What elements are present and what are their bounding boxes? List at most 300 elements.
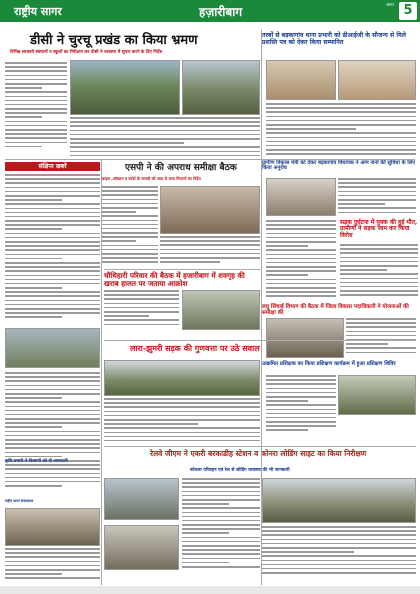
text-line (160, 253, 260, 255)
text-line (182, 499, 260, 501)
subhead-dc-visit: विभिन्न सरकारी संस्थानों व स्कूलों का निरीक्षण कर दीसी ने व्यवस्था में सुधार करने के दिए निर्देश (10, 50, 163, 55)
short-news-tag: संक्षिप्त खबरें (5, 162, 100, 171)
text-line (338, 182, 416, 184)
text-line (160, 236, 260, 238)
city-name: हज़ारीबाग (199, 4, 243, 19)
body-text (266, 375, 336, 435)
text-line (262, 551, 354, 553)
text-line (104, 427, 260, 429)
text-line (5, 295, 100, 297)
text-line (182, 524, 260, 526)
text-line (5, 79, 67, 81)
text-line (104, 290, 179, 292)
photo-training (338, 375, 416, 415)
photo-electricity (266, 318, 344, 358)
text-line (5, 397, 62, 399)
text-line (5, 304, 100, 306)
text-line (5, 195, 100, 197)
text-line (5, 300, 100, 302)
text-line (70, 130, 260, 132)
text-line (5, 199, 62, 201)
body-text (346, 318, 416, 358)
row-divider (104, 446, 416, 447)
text-line (104, 419, 260, 421)
text-line (5, 316, 62, 318)
headline-minister: ग्रामीण विकास मंत्री को देकर बड़कागांव विधायक ने आम जनों की सुविधा के लिए किया अनुरोध (262, 160, 416, 172)
text-line (266, 421, 336, 423)
text-line (340, 278, 418, 280)
text-line (262, 547, 416, 549)
byline: राष्ट्रीय सागर संवाददाता (5, 499, 34, 503)
text-line (346, 343, 388, 345)
text-line (102, 232, 158, 234)
text-line (104, 423, 198, 425)
text-line (182, 516, 260, 518)
text-line (182, 507, 260, 509)
text-line (262, 543, 416, 545)
text-line (262, 564, 416, 566)
body-text (266, 220, 336, 300)
headline-training: उत्क्रमित प्रशिक्षक का किया प्रशिक्षण कार्यक्रम में हुआ प्रशिक्षण शिविर (262, 361, 396, 367)
text-line (266, 120, 416, 122)
text-line (5, 208, 100, 210)
text-line (5, 266, 100, 268)
text-line (5, 224, 100, 226)
text-line (182, 562, 229, 564)
masthead (0, 0, 420, 22)
text-line (5, 439, 100, 441)
text-line (5, 422, 100, 424)
text-line (266, 132, 416, 134)
text-line (182, 566, 260, 568)
text-line (70, 151, 260, 153)
text-line (182, 545, 260, 547)
text-line (102, 207, 158, 209)
body-text (104, 290, 179, 330)
text-line (340, 273, 418, 275)
text-line (262, 530, 416, 532)
photo-minister (266, 178, 336, 216)
text-line (266, 295, 336, 297)
row-divider (5, 159, 415, 160)
text-line (102, 224, 158, 226)
text-line (338, 207, 416, 209)
text-line (104, 406, 260, 408)
row-divider (104, 340, 416, 341)
text-line (266, 237, 336, 239)
text-line (70, 146, 260, 148)
photo-top-right-1 (266, 60, 336, 100)
text-line (338, 178, 416, 180)
headline-railway: रेलवे जीएम ने एकरी बरकाडीह स्टेशन व कोनरा लोडिंग साइट का किया निरीक्षण (150, 449, 367, 458)
text-line (5, 258, 62, 260)
text-line (5, 372, 100, 374)
text-line (346, 318, 416, 320)
column-divider (101, 160, 102, 585)
text-line (104, 315, 149, 317)
text-line (266, 425, 336, 427)
text-line (5, 133, 67, 135)
text-line (266, 270, 336, 272)
text-line (5, 182, 100, 184)
text-line (104, 298, 179, 300)
text-line (5, 137, 67, 139)
text-line (5, 125, 67, 127)
text-line (346, 326, 416, 328)
text-line (340, 286, 418, 288)
text-line (5, 91, 67, 93)
body-text (5, 62, 67, 152)
text-line (266, 245, 308, 247)
text-line (102, 211, 136, 213)
text-line (266, 287, 336, 289)
text-line (5, 279, 100, 281)
text-line (182, 512, 260, 514)
text-line (340, 290, 418, 292)
text-line (5, 308, 100, 310)
subhead-railway: कोयला परिवहन एवं रेल से लोडिंग व्यवस्था की भी जानकारी (190, 468, 290, 473)
text-line (5, 262, 100, 264)
text-line (5, 270, 100, 272)
text-line (5, 556, 100, 558)
text-line (5, 245, 100, 247)
text-line (102, 236, 158, 238)
text-line (182, 558, 260, 560)
text-line (262, 526, 416, 528)
headline-lara-road: लारा-झुमरी सड़क की गुणवत्ता पर उठे सवाल (130, 344, 260, 353)
text-line (104, 402, 260, 404)
body-text (70, 117, 260, 159)
text-line (104, 294, 179, 296)
text-line (5, 452, 100, 454)
subhead-sp: क्राइम ,ऑक्शन व स्कोर्ट के मामलों को जल्द से जल्द निपटाने का निर्देश (102, 176, 201, 181)
text-line (266, 409, 336, 411)
footer-bar (0, 586, 420, 594)
text-line (5, 447, 100, 449)
text-line (102, 203, 158, 205)
text-line (104, 319, 179, 321)
text-line (340, 248, 418, 250)
text-line (5, 83, 67, 85)
body-text (5, 372, 100, 492)
text-line (266, 383, 336, 385)
text-line (102, 245, 158, 247)
text-line (160, 240, 260, 242)
text-line (340, 244, 418, 246)
text-line (5, 121, 67, 123)
text-line (182, 532, 229, 534)
text-line (182, 503, 229, 505)
text-line (5, 401, 100, 403)
text-line (262, 572, 416, 574)
text-line (266, 274, 308, 276)
text-line (5, 552, 100, 554)
text-line (5, 237, 100, 239)
text-line (266, 417, 336, 419)
body-text (266, 103, 416, 158)
text-line (5, 414, 100, 416)
text-line (5, 456, 62, 458)
text-line (5, 228, 62, 230)
text-line (5, 212, 100, 214)
text-line (5, 178, 100, 180)
text-line (5, 70, 67, 72)
text-line (104, 311, 179, 313)
text-line (5, 283, 100, 285)
page-number: 5 (399, 2, 417, 20)
text-line (160, 261, 220, 263)
text-line (102, 194, 158, 196)
text-line (182, 482, 260, 484)
text-line (5, 468, 100, 470)
text-line (5, 473, 100, 475)
text-line (338, 195, 416, 197)
photo-hospital (182, 290, 260, 330)
text-line (266, 396, 336, 398)
text-line (102, 186, 158, 188)
text-line (5, 241, 100, 243)
text-line (102, 199, 158, 201)
text-line (182, 537, 260, 539)
text-line (262, 568, 416, 570)
text-line (266, 375, 336, 377)
issue-date: सागर (386, 2, 394, 7)
photo-railway-3 (262, 478, 416, 523)
text-line (340, 265, 418, 267)
text-line (5, 291, 100, 293)
text-line (5, 410, 100, 412)
text-line (5, 573, 62, 575)
headline-bottom-left: कृषि प्रभारी ने किसानों को दी जानकारी (5, 459, 68, 464)
body-text (338, 178, 416, 216)
text-line (5, 431, 100, 433)
text-line (70, 155, 260, 157)
body-text (340, 244, 418, 300)
text-line (70, 121, 260, 123)
text-line (5, 385, 100, 387)
text-line (160, 244, 260, 246)
text-line (102, 261, 158, 263)
text-line (102, 257, 158, 259)
photo-top-right-2 (338, 60, 416, 100)
text-line (266, 145, 416, 147)
text-line (5, 75, 67, 77)
text-line (5, 477, 100, 479)
text-line (5, 249, 100, 251)
text-line (182, 520, 260, 522)
text-line (5, 203, 100, 205)
text-line (5, 62, 67, 64)
text-line (104, 324, 179, 326)
text-line (5, 216, 100, 218)
text-line (182, 528, 260, 530)
text-line (338, 191, 416, 193)
photo-left-column (5, 328, 100, 368)
text-line (266, 266, 336, 268)
text-line (5, 577, 100, 579)
text-line (5, 100, 67, 102)
text-line (5, 485, 62, 487)
text-line (266, 124, 416, 126)
text-line (5, 129, 67, 131)
text-line (5, 116, 42, 118)
text-line (70, 117, 260, 119)
text-line (266, 283, 336, 285)
text-line (5, 380, 100, 382)
text-line (266, 413, 336, 415)
text-line (346, 352, 416, 354)
text-line (266, 220, 336, 222)
body-text (160, 236, 260, 268)
text-line (160, 249, 260, 251)
headline-top-right: तरबों से बड़कागांव थाना प्रभारी को डीआईजी के सौजन्य से मिले प्रशस्ति पत्र को देकर किया सम्मानित (262, 32, 406, 46)
text-line (5, 187, 100, 189)
text-line (5, 548, 100, 550)
text-line (104, 436, 260, 438)
brand-name: राष्ट्रीय सागर (14, 4, 62, 18)
text-line (104, 307, 179, 309)
photo-bottom-left (5, 508, 100, 546)
text-line (5, 233, 100, 235)
text-line (5, 146, 42, 148)
text-line (70, 125, 260, 127)
text-line (266, 111, 416, 113)
body-text (182, 478, 260, 573)
text-line (5, 174, 100, 176)
body-text (102, 186, 158, 266)
text-line (5, 287, 62, 289)
text-line (182, 541, 260, 543)
text-line (104, 440, 260, 442)
text-line (5, 142, 67, 144)
text-line (266, 116, 416, 118)
text-line (5, 443, 100, 445)
photo-railway-2 (104, 525, 179, 570)
text-line (104, 415, 260, 417)
text-line (266, 400, 308, 402)
text-line (182, 486, 260, 488)
text-line (338, 199, 416, 201)
body-text (262, 526, 416, 578)
text-line (102, 215, 158, 217)
headline-hospital: चौथिहारी परिवार की बैठक में हजारीबाग में शवगृह की खराब हालत पर जताया आक्रोश (104, 271, 245, 288)
text-line (262, 539, 416, 541)
text-line (346, 335, 416, 337)
text-line (266, 107, 416, 109)
text-line (5, 220, 100, 222)
body-text (104, 398, 260, 448)
text-line (338, 203, 385, 205)
photo-railway-1 (104, 478, 179, 520)
text-line (266, 379, 336, 381)
text-line (266, 291, 336, 293)
text-line (5, 254, 100, 256)
text-line (340, 257, 418, 259)
body-text (5, 548, 100, 582)
text-line (340, 269, 387, 271)
text-line (182, 553, 260, 555)
text-line (266, 128, 356, 130)
text-line (266, 249, 336, 251)
row-divider (104, 269, 260, 270)
text-line (102, 220, 158, 222)
text-line (102, 240, 136, 242)
text-line (266, 149, 416, 151)
column-divider (261, 30, 262, 585)
text-line (262, 534, 416, 536)
text-line (182, 478, 260, 480)
text-line (182, 549, 260, 551)
text-line (266, 103, 416, 105)
text-line (5, 312, 100, 314)
photo-sp-meeting (160, 186, 260, 234)
text-line (102, 190, 158, 192)
text-line (5, 481, 100, 483)
text-line (346, 331, 416, 333)
text-line (5, 561, 100, 563)
text-line (5, 569, 100, 571)
text-line (5, 393, 100, 395)
text-line (266, 141, 416, 143)
text-line (104, 398, 260, 400)
text-line (266, 233, 336, 235)
text-line (340, 261, 418, 263)
text-line (70, 134, 260, 136)
text-line (262, 560, 416, 562)
text-line (346, 322, 416, 324)
text-line (266, 404, 336, 406)
text-line (266, 258, 336, 260)
text-line (5, 191, 100, 193)
text-line (5, 418, 100, 420)
text-line (266, 254, 336, 256)
photo-dc-visit (70, 60, 180, 115)
body-text (5, 174, 100, 324)
text-line (5, 112, 67, 114)
text-line (5, 104, 67, 106)
headline-road-accident: सड़क दुर्घटना में युवक की हुई मौत, ग्रामीणों ने सड़क जाम कर किया विरोध (340, 219, 418, 239)
text-line (102, 249, 158, 251)
photo-dc-visit-2 (182, 60, 260, 115)
text-line (266, 228, 336, 230)
text-line (5, 389, 100, 391)
text-line (266, 392, 336, 394)
text-line (338, 186, 416, 188)
text-line (5, 66, 67, 68)
text-line (160, 257, 260, 259)
text-line (182, 495, 260, 497)
text-line (102, 228, 158, 230)
headline-electricity: लघु सिंचाई विभाग की बैठक में जिला विकास पदाधिकारी ने योजनाओं की समीक्षा की (262, 304, 409, 316)
text-line (266, 388, 336, 390)
text-line (266, 241, 336, 243)
photo-lara-road (104, 360, 260, 396)
text-line (266, 153, 416, 155)
text-line (266, 262, 336, 264)
text-line (266, 224, 336, 226)
text-line (266, 429, 308, 431)
text-line (338, 212, 416, 214)
text-line (5, 406, 100, 408)
headline-sp: एसपी ने की अपराध समीक्षा बैठक (125, 163, 237, 173)
text-line (5, 426, 62, 428)
text-line (5, 108, 67, 110)
text-line (70, 138, 260, 140)
headline-dc-visit: डीसी ने चुरचू प्रखंड का किया भ्रमण (30, 33, 198, 48)
text-line (102, 253, 158, 255)
text-line (266, 279, 336, 281)
text-line (5, 435, 100, 437)
